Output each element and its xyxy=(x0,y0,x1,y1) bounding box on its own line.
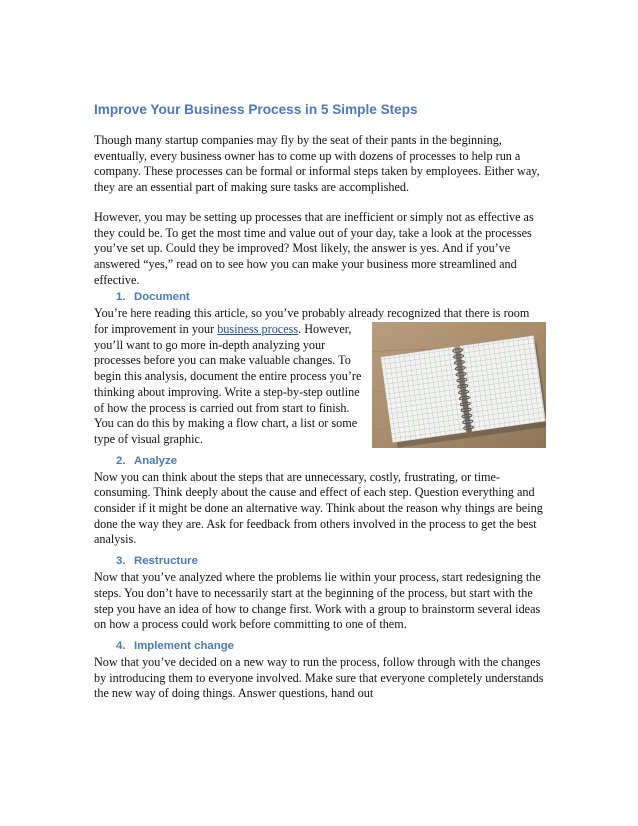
notebook-left-page xyxy=(381,347,466,442)
business-process-link[interactable]: business process xyxy=(217,322,299,337)
step-text-before-link: You’re here reading this article, so you’ve probably already recognized that there is room for improvement in your xyxy=(94,306,530,337)
step-title: Document xyxy=(134,291,190,304)
step-body-restructure: Now that you’ve analyzed where the problems lie within your process, start redesigning the steps. You don’t have to necessarily start at the beginning of the process, but start with the step you have an idea of how to change first. Work with a group to brainstorm several ideas on how a process could work before committing to one of them. xyxy=(94,570,541,632)
step-heading-restructure xyxy=(116,554,546,569)
step-body-document xyxy=(94,306,546,447)
notebook-right-page xyxy=(460,336,545,431)
step-heading-analyze xyxy=(116,454,546,469)
article-title: Improve Your Business Process in 5 Simple Steps xyxy=(94,102,418,117)
intro-paragraph-2: However, you may be setting up processes that are inefficient or simply not as effective as they could be. To get the most time and value out of your day, take a look at the processes you’ve set up. Could they be improved? Most likely, the answer is yes. And if you’ve answered “yes,” read on to see how you can make your business more streamlined and effective. xyxy=(94,209,534,287)
step-heading-implement-change xyxy=(116,639,546,654)
notebook-photo xyxy=(372,322,546,448)
step-number: 2. xyxy=(116,454,126,467)
step-body-implement-change: Now that you’ve decided on a new way to run the process, follow through with the changes by introducing them to everyone involved. Make sure that everyone completely understands the new way of doing things. Answer questions, hand out xyxy=(94,654,544,701)
step-title: Analyze xyxy=(134,454,178,467)
step-number: 1. xyxy=(116,291,126,304)
step-title: Implement change xyxy=(134,639,235,652)
step-number: 4. xyxy=(116,639,126,652)
step-number: 3. xyxy=(116,555,126,568)
notebook-photo-icon xyxy=(372,322,546,448)
step-body-analyze: Now you can think about the steps that are unnecessary, costly, frustrating, or time-consuming. Think deeply about the cause and effect of each step. Question everything and consider if it might be done an alternative way. Think about the reason why things are being done the way they are. Ask for feedback from others involved in the process to get the best analysis. xyxy=(94,469,543,547)
article xyxy=(94,101,546,702)
step-heading-document xyxy=(116,290,546,305)
step-text-after-link: . However, you’ll want to go more in-depth analyzing your processes before you can make valuable changes. To begin this analysis, document the entire process you’re thinking about improving. Write a step-by-step outline of how the process is carried out from start to finish. You can do this by making a flow chart, a list or some type of visual graphic. xyxy=(94,322,362,446)
step-title: Restructure xyxy=(134,555,198,568)
intro-paragraph-1: Though many startup companies may fly by the seat of their pants in the beginning, eventually, every business owner has to come up with dozens of processes to help run a company. These processes can be formal or informal steps taken by employees. Either way, they are an essential part of making sure tasks are accomplished. xyxy=(94,133,540,195)
